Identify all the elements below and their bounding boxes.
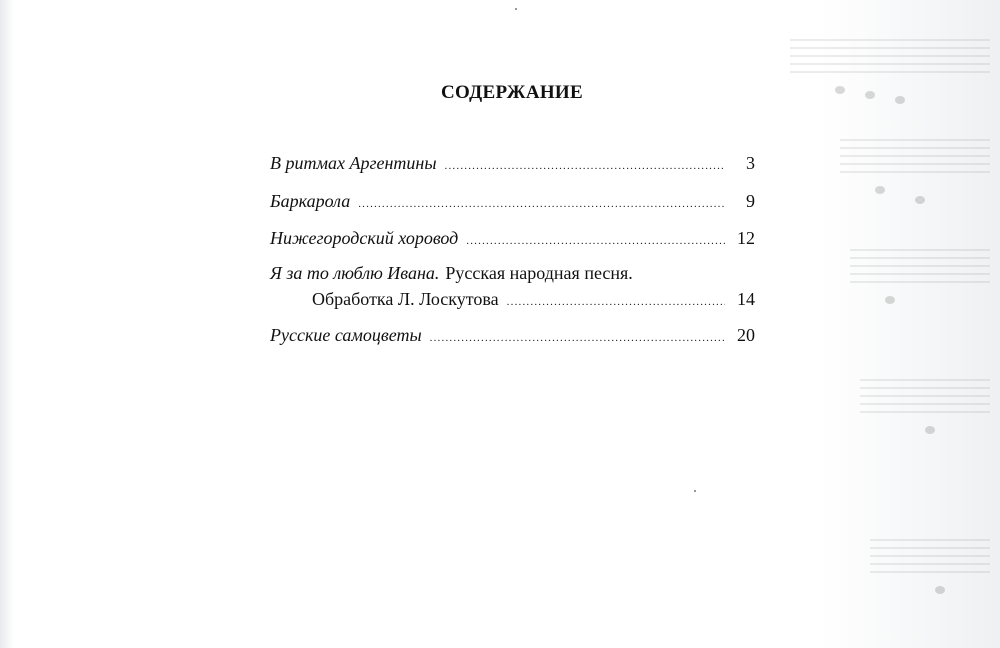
toc-page-number: 9 (746, 191, 755, 211)
toc-page-number: 14 (737, 289, 755, 309)
toc-entry (270, 227, 755, 252)
dot-leader (358, 193, 725, 215)
toc-entry-title: Баркарола (270, 191, 351, 211)
toc-entry (270, 152, 755, 177)
dot-leader (507, 291, 725, 313)
toc-entry-title: Нижегородский хоровод (270, 228, 459, 248)
paper-speck (515, 8, 517, 10)
toc-entry-arranger: Обработка Л. Лоскутова (312, 289, 499, 309)
toc-page-number: 12 (737, 228, 755, 248)
toc-page-number: 3 (746, 153, 755, 173)
dot-leader (430, 327, 725, 349)
toc-entry-title: Я за то люблю Ивана. (270, 263, 440, 283)
toc-page-number: 20 (737, 325, 755, 345)
toc-entry (270, 190, 755, 215)
toc-entry-title: В ритмах Аргентины (270, 153, 437, 173)
page-title: СОДЕРЖАНИЕ (441, 82, 583, 103)
dot-leader (466, 230, 725, 252)
paper-speck (694, 490, 696, 492)
toc-entry-subtitle: Русская народная песня. (445, 263, 633, 283)
toc-entry-title: Русские самоцветы (270, 325, 422, 345)
toc-entry (270, 324, 755, 349)
dot-leader (445, 155, 725, 177)
toc-entry (270, 262, 755, 313)
